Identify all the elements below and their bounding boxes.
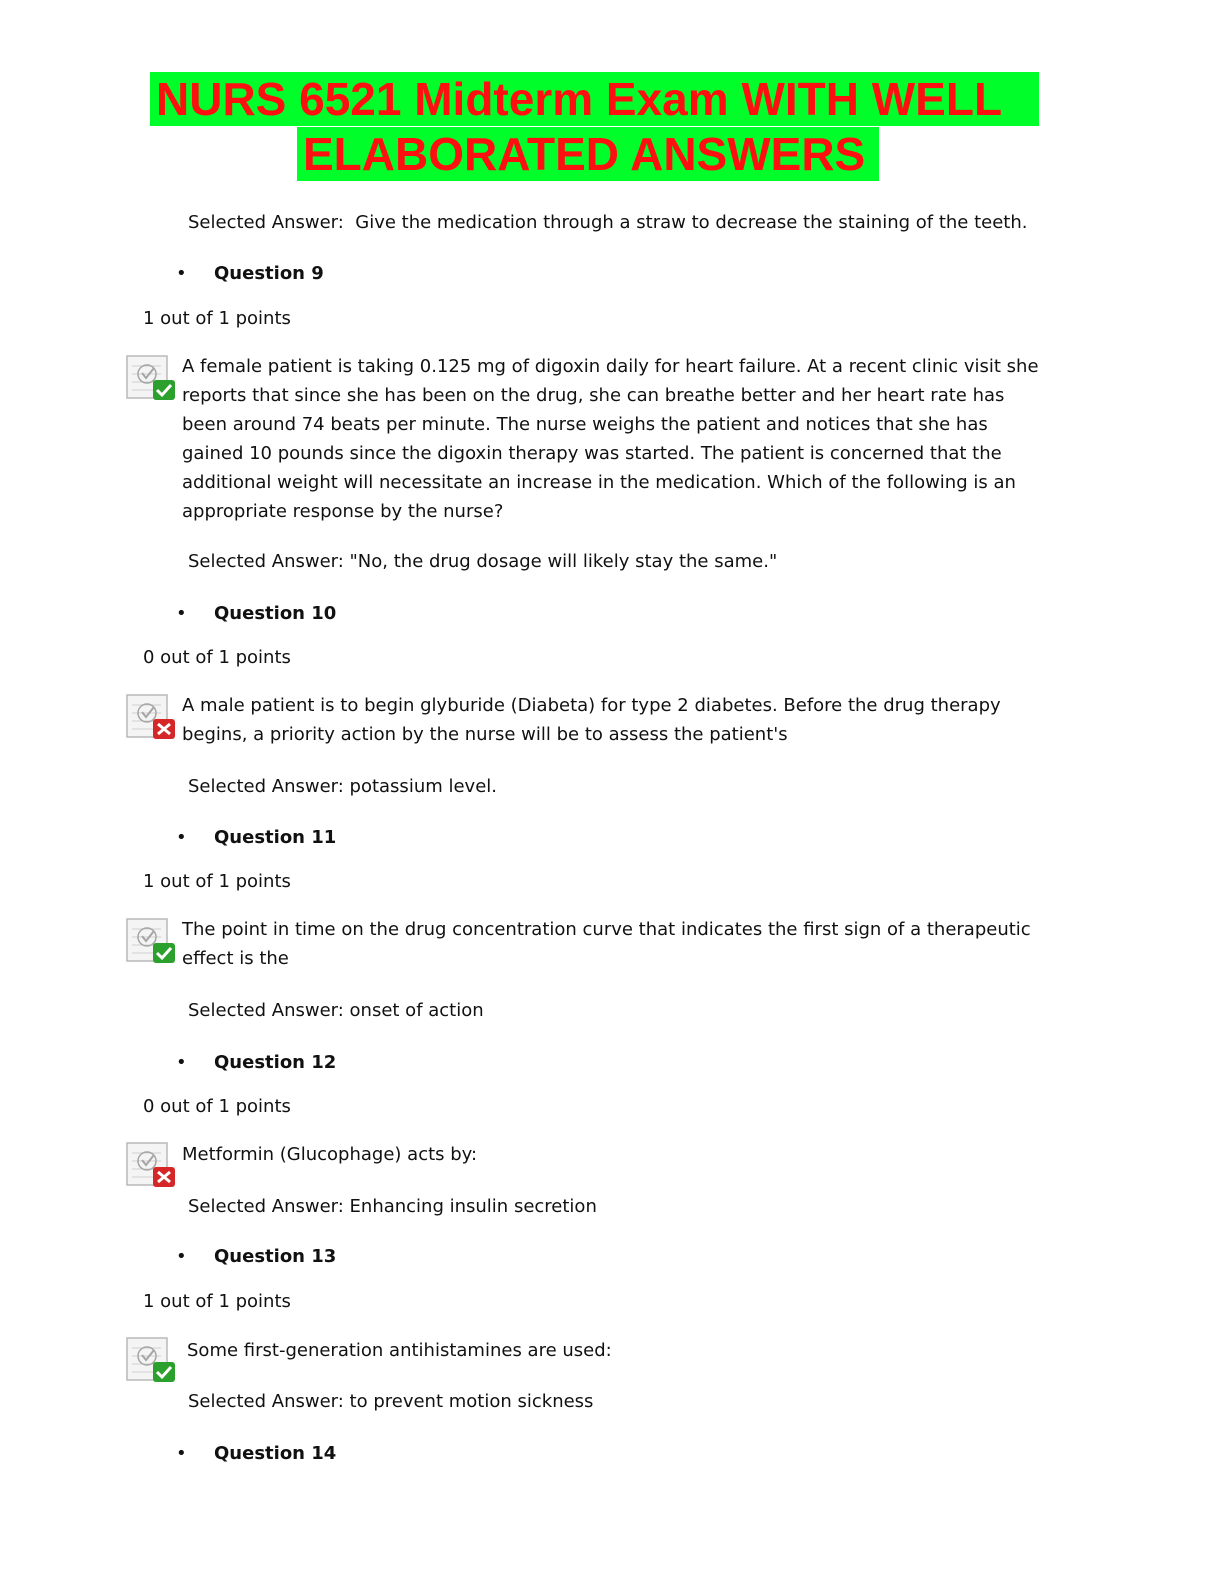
question-title: Question 13 [214, 1246, 337, 1267]
selected-answer-label: Selected Answer: [188, 551, 344, 572]
selected-answer-text: to prevent motion sickness [349, 1391, 594, 1412]
title-line-2: ELABORATED ANSWERS [297, 127, 879, 181]
selected-answer-text: onset of action [349, 1000, 484, 1021]
bullet: • [176, 1443, 187, 1464]
question-text: Some first-generation antihistamines are used: [187, 1340, 612, 1361]
bullet: • [176, 603, 187, 624]
selected-answer [188, 776, 497, 797]
question-points: 1 out of 1 points [143, 308, 291, 329]
question-text: A male patient is to begin glyburide (Diabeta) for type 2 diabetes. Before the drug therapy begins, a priority action by the nurse will be to assess the patient's [182, 695, 1001, 745]
check-icon [125, 1334, 179, 1386]
question-title: Question 12 [214, 1052, 337, 1073]
selected-answer [188, 212, 1027, 233]
question-text: The point in time on the drug concentration curve that indicates the first sign of a therapeutic effect is the [182, 919, 1031, 969]
selected-answer [188, 1000, 484, 1021]
selected-answer-text: Give the medication through a straw to decrease the staining of the teeth. [355, 212, 1028, 233]
question-points: 1 out of 1 points [143, 871, 291, 892]
title-line-1: NURS 6521 Midterm Exam WITH WELL [150, 72, 1039, 126]
check-icon [125, 915, 179, 967]
selected-answer-label: Selected Answer: [188, 1196, 344, 1217]
selected-answer-label: Selected Answer: [188, 212, 344, 233]
selected-answer-text: "No, the drug dosage will likely stay the same." [349, 551, 778, 572]
check-icon [125, 352, 179, 404]
selected-answer-label: Selected Answer: [188, 1000, 344, 1021]
x-icon [125, 1139, 179, 1191]
selected-answer-text: potassium level. [349, 776, 498, 797]
question-title: Question 14 [214, 1443, 337, 1464]
question-title: Question 10 [214, 603, 337, 624]
question-points: 1 out of 1 points [143, 1291, 291, 1312]
question-title: Question 11 [214, 827, 337, 848]
selected-answer [188, 551, 777, 572]
bullet: • [176, 263, 187, 284]
selected-answer [188, 1196, 597, 1217]
question-title: Question 9 [214, 263, 324, 284]
question-points: 0 out of 1 points [143, 647, 291, 668]
question-text: A female patient is taking 0.125 mg of digoxin daily for heart failure. At a recent clinic visit she reports that since she has been on the drug, she can breathe better and her heart rate has been around 74 beats per minute. The nurse weighs the patient and notices that she has gained 10 pounds since the digoxin therapy was started. The patient is concerned that the additional weight will necessitate an increase in the medication. Which of the following is an appropriate response by the nurse? [182, 356, 1039, 522]
selected-answer-label: Selected Answer: [188, 1391, 344, 1412]
x-icon [125, 691, 179, 743]
bullet: • [176, 827, 187, 848]
selected-answer-text: Enhancing insulin secretion [349, 1196, 597, 1217]
selected-answer-label: Selected Answer: [188, 776, 344, 797]
bullet: • [176, 1052, 187, 1073]
bullet: • [176, 1246, 187, 1267]
question-points: 0 out of 1 points [143, 1096, 291, 1117]
selected-answer [188, 1391, 593, 1412]
question-text: Metformin (Glucophage) acts by: [182, 1144, 478, 1165]
